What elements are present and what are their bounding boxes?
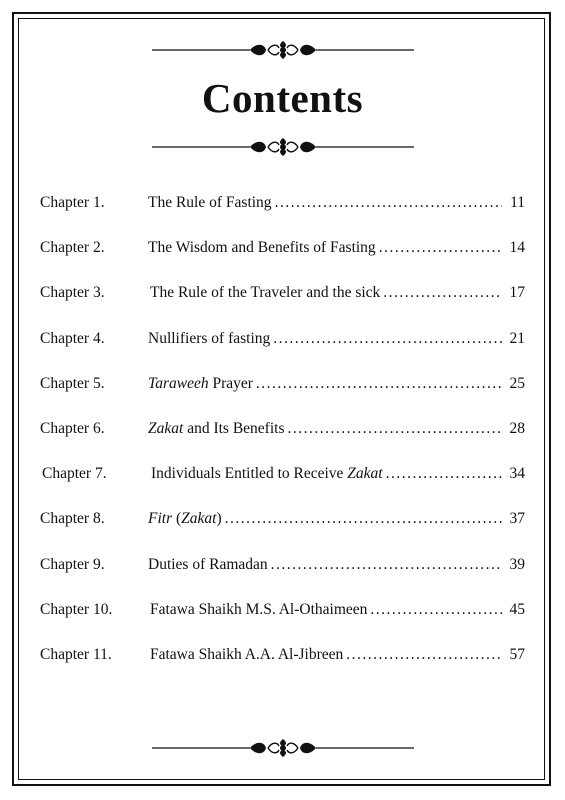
toc-title-part: Fatawa Shaikh A.A. Al-Jibreen	[150, 645, 344, 663]
toc-row	[40, 591, 525, 636]
toc-title-italic-part: Fitr	[148, 510, 173, 528]
toc-row	[40, 365, 525, 410]
toc-page-number: 57	[509, 645, 525, 663]
toc-row	[40, 410, 525, 455]
toc-title-part: The Wisdom and Benefits of Fasting	[148, 239, 376, 257]
toc-title-part: (	[172, 510, 182, 528]
toc-dot-leader	[346, 645, 502, 665]
toc-title-part: The Rule of Fasting	[148, 194, 272, 211]
toc-title-part: Prayer	[208, 374, 253, 392]
toc-entry	[150, 600, 525, 620]
toc-dot-leader	[225, 509, 502, 529]
ornament-top	[152, 40, 414, 60]
toc-dot-leader	[275, 193, 502, 213]
toc-title-part: )	[216, 510, 222, 528]
toc-title-italic-part: Taraweeh	[148, 374, 209, 392]
toc-row	[40, 500, 525, 545]
toc-chapter-number: Chapter 8.	[40, 510, 105, 528]
toc-chapter-title	[151, 464, 383, 484]
toc-entry	[150, 283, 525, 303]
toc-chapter-number: Chapter 9.	[40, 555, 105, 573]
toc-title-part: and Its Benefits	[183, 419, 285, 437]
toc-chapter-number: Chapter 7.	[42, 465, 107, 483]
toc-chapter-number: Chapter 3.	[40, 284, 105, 302]
toc-title-italic-part: Zakat	[148, 419, 184, 437]
toc-page-number: 39	[509, 555, 525, 573]
toc-title-part: Individuals Entitled to Receive	[151, 465, 348, 483]
toc-entry	[148, 419, 525, 439]
toc-page-number: 37	[509, 510, 525, 528]
toc-page-number: 34	[509, 465, 525, 483]
toc-chapter-number: Chapter 10.	[40, 600, 113, 618]
toc-entry	[148, 238, 525, 258]
toc-chapter-title	[150, 283, 380, 303]
table-of-contents	[40, 184, 525, 681]
toc-chapter-title	[150, 645, 343, 665]
toc-dot-leader	[287, 419, 502, 439]
toc-dot-leader	[379, 238, 502, 258]
toc-chapter-number: Chapter 6.	[40, 419, 105, 437]
toc-page-number: 45	[509, 600, 525, 618]
toc-chapter-title	[148, 509, 222, 529]
page-title: Contents	[201, 75, 364, 121]
toc-chapter-title	[148, 555, 268, 575]
toc-entry	[150, 645, 525, 665]
toc-dot-leader	[256, 374, 502, 394]
ornament-bottom	[152, 738, 414, 758]
toc-chapter-number: Chapter 5.	[40, 374, 105, 392]
toc-entry	[148, 193, 525, 213]
toc-entry	[148, 329, 525, 349]
toc-page-number: 25	[509, 374, 525, 392]
toc-title-part: The Rule of the Traveler and the sick	[150, 284, 381, 302]
toc-entry	[148, 374, 525, 394]
toc-page-number: 11	[510, 194, 525, 211]
toc-chapter-title	[148, 374, 253, 394]
toc-row	[40, 320, 525, 365]
toc-chapter-number: Chapter 4.	[40, 329, 105, 347]
toc-dot-leader	[271, 555, 502, 575]
toc-chapter-title	[148, 329, 270, 349]
toc-chapter-number: Chapter 2.	[40, 239, 105, 257]
toc-entry	[148, 509, 525, 529]
toc-entry	[151, 464, 525, 484]
toc-chapter-title	[148, 238, 376, 258]
toc-page-number: 21	[509, 329, 525, 347]
flourish-ornament-icon	[152, 40, 414, 60]
toc-chapter-title	[148, 419, 284, 439]
toc-dot-leader	[273, 329, 502, 349]
toc-row	[40, 229, 525, 274]
toc-dot-leader	[383, 283, 502, 303]
toc-row	[40, 546, 525, 591]
toc-row	[40, 636, 525, 681]
toc-title-part: Nullifiers of fasting	[148, 329, 271, 347]
toc-row	[40, 455, 525, 500]
toc-dot-leader	[370, 600, 502, 620]
toc-chapter-title	[148, 193, 272, 213]
toc-page-number: 17	[509, 284, 525, 302]
toc-title-part: Duties of Ramadan	[148, 555, 268, 573]
toc-title-part: Fatawa Shaikh M.S. Al-Othaimeen	[150, 600, 368, 618]
toc-chapter-number: Chapter 11.	[40, 645, 112, 663]
toc-row	[40, 274, 525, 319]
toc-chapter-title	[150, 600, 367, 620]
toc-entry	[148, 555, 525, 575]
toc-title-italic-part: Zakat	[347, 465, 383, 483]
flourish-ornament-icon	[152, 738, 414, 758]
toc-dot-leader	[386, 464, 502, 484]
toc-title-italic-part: Zakat	[181, 510, 217, 528]
ornament-under-title	[152, 137, 414, 157]
flourish-ornament-icon	[152, 137, 414, 157]
toc-row	[40, 184, 525, 229]
toc-page-number: 28	[509, 419, 525, 437]
toc-page-number: 14	[509, 239, 525, 257]
toc-chapter-number: Chapter 1.	[40, 194, 105, 211]
